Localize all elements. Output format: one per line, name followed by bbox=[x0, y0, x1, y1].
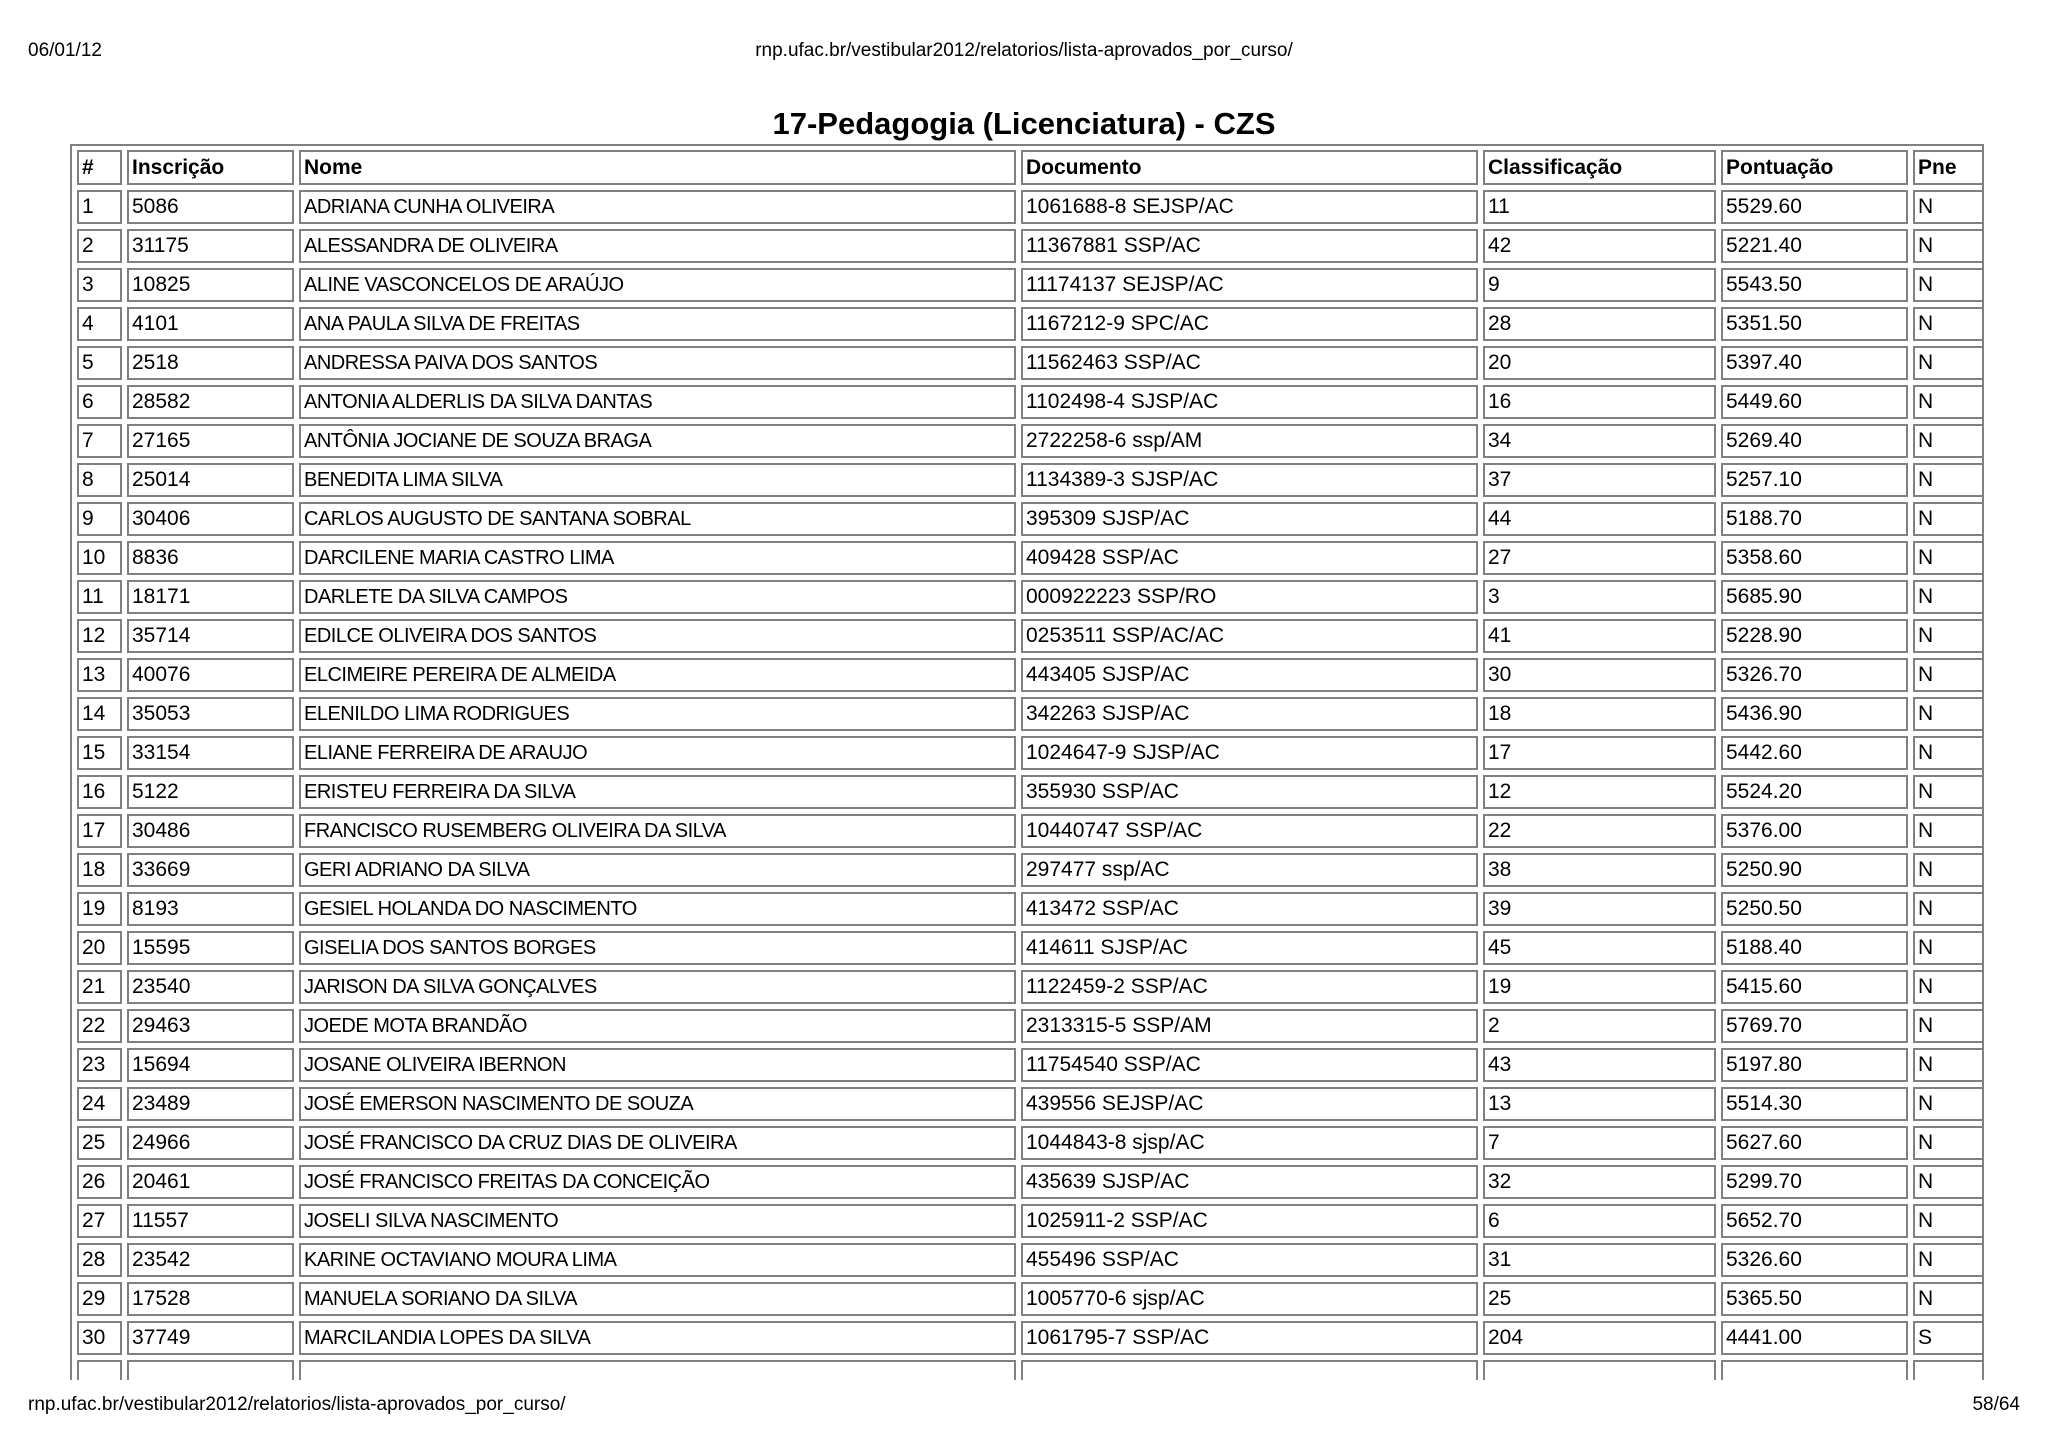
cell-classificacao: 38 bbox=[1483, 853, 1716, 887]
cell-nome: CARLOS AUGUSTO DE SANTANA SOBRAL bbox=[299, 502, 1016, 536]
cell-pne: N bbox=[1913, 814, 1984, 848]
cell-documento: 11174137 SEJSP/AC bbox=[1021, 268, 1478, 302]
table-row bbox=[77, 853, 1984, 887]
cell-pontuacao: 5415.60 bbox=[1721, 970, 1908, 1004]
cell-nome: JOSELI SILVA NASCIMENTO bbox=[299, 1204, 1016, 1238]
cell-documento: 2722258-6 ssp/AM bbox=[1021, 424, 1478, 458]
cell-inscricao: 31175 bbox=[127, 229, 294, 263]
cell-nome: ANDRESSA PAIVA DOS SANTOS bbox=[299, 346, 1016, 380]
cell-number: 25 bbox=[77, 1126, 122, 1160]
cell-inscricao: 18171 bbox=[127, 580, 294, 614]
cell-classificacao: 37 bbox=[1483, 463, 1716, 497]
cell-nome: ANTÔNIA JOCIANE DE SOUZA BRAGA bbox=[299, 424, 1016, 458]
cell-nome: JOSÉ EMERSON NASCIMENTO DE SOUZA bbox=[299, 1087, 1016, 1121]
empty-cell bbox=[299, 1360, 1016, 1380]
cell-number: 22 bbox=[77, 1009, 122, 1043]
cell-pne: N bbox=[1913, 385, 1984, 419]
cell-classificacao: 19 bbox=[1483, 970, 1716, 1004]
cell-pontuacao: 5188.40 bbox=[1721, 931, 1908, 965]
cell-classificacao: 22 bbox=[1483, 814, 1716, 848]
cell-documento: 10440747 SSP/AC bbox=[1021, 814, 1478, 848]
cell-pontuacao: 5376.00 bbox=[1721, 814, 1908, 848]
cell-classificacao: 41 bbox=[1483, 619, 1716, 653]
empty-cell bbox=[1483, 1360, 1716, 1380]
page-number: 58/64 bbox=[1972, 1394, 2020, 1415]
table-row bbox=[77, 1321, 1984, 1355]
cell-pne: N bbox=[1913, 1165, 1984, 1199]
cell-pontuacao: 5197.80 bbox=[1721, 1048, 1908, 1082]
cell-nome: JOSÉ FRANCISCO FREITAS DA CONCEIÇÃO bbox=[299, 1165, 1016, 1199]
cell-documento: 1102498-4 SJSP/AC bbox=[1021, 385, 1478, 419]
cell-pontuacao: 5326.60 bbox=[1721, 1243, 1908, 1277]
cell-nome: ELCIMEIRE PEREIRA DE ALMEIDA bbox=[299, 658, 1016, 692]
cell-classificacao: 43 bbox=[1483, 1048, 1716, 1082]
cell-documento: 11754540 SSP/AC bbox=[1021, 1048, 1478, 1082]
table-row bbox=[77, 463, 1984, 497]
cell-number: 19 bbox=[77, 892, 122, 926]
cell-pontuacao: 5627.60 bbox=[1721, 1126, 1908, 1160]
cell-number: 18 bbox=[77, 853, 122, 887]
table-row bbox=[77, 541, 1984, 575]
table-row bbox=[77, 385, 1984, 419]
cell-number: 3 bbox=[77, 268, 122, 302]
cell-pne: N bbox=[1913, 1048, 1984, 1082]
cell-inscricao: 5086 bbox=[127, 190, 294, 224]
col-header-classificacao: Classificação bbox=[1483, 150, 1716, 185]
cell-classificacao: 31 bbox=[1483, 1243, 1716, 1277]
col-header-inscricao: Inscrição bbox=[127, 150, 294, 185]
print-date: 06/01/12 bbox=[28, 40, 102, 61]
table-row bbox=[77, 1165, 1984, 1199]
cell-nome: ANTONIA ALDERLIS DA SILVA DANTAS bbox=[299, 385, 1016, 419]
cell-pne: N bbox=[1913, 1282, 1984, 1316]
cell-number: 2 bbox=[77, 229, 122, 263]
cell-classificacao: 32 bbox=[1483, 1165, 1716, 1199]
table-row bbox=[77, 190, 1984, 224]
cell-documento: 435639 SJSP/AC bbox=[1021, 1165, 1478, 1199]
cell-number: 10 bbox=[77, 541, 122, 575]
table-row bbox=[77, 814, 1984, 848]
cell-documento: 439556 SEJSP/AC bbox=[1021, 1087, 1478, 1121]
cell-number: 21 bbox=[77, 970, 122, 1004]
cell-pne: N bbox=[1913, 463, 1984, 497]
empty-cell bbox=[127, 1360, 294, 1380]
col-header-number: # bbox=[77, 150, 122, 185]
cell-nome: GERI ADRIANO DA SILVA bbox=[299, 853, 1016, 887]
cell-nome: MANUELA SORIANO DA SILVA bbox=[299, 1282, 1016, 1316]
cell-documento: 297477 ssp/AC bbox=[1021, 853, 1478, 887]
cell-classificacao: 7 bbox=[1483, 1126, 1716, 1160]
table-row bbox=[77, 346, 1984, 380]
cell-number: 16 bbox=[77, 775, 122, 809]
empty-cell bbox=[1021, 1360, 1478, 1380]
cell-inscricao: 30486 bbox=[127, 814, 294, 848]
cell-pontuacao: 5257.10 bbox=[1721, 463, 1908, 497]
cell-pne: N bbox=[1913, 658, 1984, 692]
table-row bbox=[77, 775, 1984, 809]
cell-nome: BENEDITA LIMA SILVA bbox=[299, 463, 1016, 497]
cell-inscricao: 27165 bbox=[127, 424, 294, 458]
cell-nome: GESIEL HOLANDA DO NASCIMENTO bbox=[299, 892, 1016, 926]
cell-pontuacao: 5442.60 bbox=[1721, 736, 1908, 770]
cell-classificacao: 44 bbox=[1483, 502, 1716, 536]
cell-pontuacao: 5769.70 bbox=[1721, 1009, 1908, 1043]
table-row bbox=[77, 697, 1984, 731]
cell-pne: N bbox=[1913, 619, 1984, 653]
cell-inscricao: 35714 bbox=[127, 619, 294, 653]
table-row bbox=[77, 658, 1984, 692]
cell-classificacao: 11 bbox=[1483, 190, 1716, 224]
cell-nome: ELIANE FERREIRA DE ARAUJO bbox=[299, 736, 1016, 770]
cell-number: 27 bbox=[77, 1204, 122, 1238]
cell-pne: N bbox=[1913, 1204, 1984, 1238]
cell-classificacao: 2 bbox=[1483, 1009, 1716, 1043]
cell-documento: 414611 SJSP/AC bbox=[1021, 931, 1478, 965]
cell-inscricao: 4101 bbox=[127, 307, 294, 341]
table-row-continued bbox=[77, 1360, 1984, 1380]
cell-classificacao: 28 bbox=[1483, 307, 1716, 341]
cell-inscricao: 5122 bbox=[127, 775, 294, 809]
cell-inscricao: 33154 bbox=[127, 736, 294, 770]
cell-inscricao: 20461 bbox=[127, 1165, 294, 1199]
cell-number: 13 bbox=[77, 658, 122, 692]
cell-documento: 455496 SSP/AC bbox=[1021, 1243, 1478, 1277]
cell-nome: ERISTEU FERREIRA DA SILVA bbox=[299, 775, 1016, 809]
cell-number: 8 bbox=[77, 463, 122, 497]
cell-classificacao: 18 bbox=[1483, 697, 1716, 731]
cell-documento: 0253511 SSP/AC/AC bbox=[1021, 619, 1478, 653]
cell-pne: N bbox=[1913, 931, 1984, 965]
results-table bbox=[72, 145, 1984, 1380]
cell-nome: EDILCE OLIVEIRA DOS SANTOS bbox=[299, 619, 1016, 653]
cell-pontuacao: 4441.00 bbox=[1721, 1321, 1908, 1355]
cell-nome: ALESSANDRA DE OLIVEIRA bbox=[299, 229, 1016, 263]
results-table-container bbox=[70, 144, 1984, 1380]
table-row bbox=[77, 424, 1984, 458]
cell-classificacao: 12 bbox=[1483, 775, 1716, 809]
cell-number: 28 bbox=[77, 1243, 122, 1277]
table-row bbox=[77, 931, 1984, 965]
cell-number: 15 bbox=[77, 736, 122, 770]
cell-pontuacao: 5529.60 bbox=[1721, 190, 1908, 224]
cell-inscricao: 29463 bbox=[127, 1009, 294, 1043]
cell-inscricao: 35053 bbox=[127, 697, 294, 731]
cell-documento: 2313315-5 SSP/AM bbox=[1021, 1009, 1478, 1043]
table-row bbox=[77, 268, 1984, 302]
cell-number: 7 bbox=[77, 424, 122, 458]
col-header-documento: Documento bbox=[1021, 150, 1478, 185]
cell-number: 9 bbox=[77, 502, 122, 536]
cell-number: 23 bbox=[77, 1048, 122, 1082]
cell-documento: 395309 SJSP/AC bbox=[1021, 502, 1478, 536]
cell-nome: JOEDE MOTA BRANDÃO bbox=[299, 1009, 1016, 1043]
cell-pontuacao: 5524.20 bbox=[1721, 775, 1908, 809]
cell-classificacao: 17 bbox=[1483, 736, 1716, 770]
table-row bbox=[77, 1048, 1984, 1082]
empty-cell bbox=[1913, 1360, 1984, 1380]
cell-pontuacao: 5351.50 bbox=[1721, 307, 1908, 341]
cell-pne: S bbox=[1913, 1321, 1984, 1355]
cell-documento: 11367881 SSP/AC bbox=[1021, 229, 1478, 263]
cell-number: 14 bbox=[77, 697, 122, 731]
cell-pne: N bbox=[1913, 580, 1984, 614]
cell-documento: 1005770-6 sjsp/AC bbox=[1021, 1282, 1478, 1316]
cell-nome: ELENILDO LIMA RODRIGUES bbox=[299, 697, 1016, 731]
table-row bbox=[77, 1087, 1984, 1121]
cell-number: 12 bbox=[77, 619, 122, 653]
table-row bbox=[77, 1009, 1984, 1043]
cell-documento: 11562463 SSP/AC bbox=[1021, 346, 1478, 380]
table-row bbox=[77, 970, 1984, 1004]
cell-pontuacao: 5299.70 bbox=[1721, 1165, 1908, 1199]
cell-number: 20 bbox=[77, 931, 122, 965]
table-row bbox=[77, 892, 1984, 926]
cell-inscricao: 23542 bbox=[127, 1243, 294, 1277]
cell-inscricao: 23540 bbox=[127, 970, 294, 1004]
cell-documento: 342263 SJSP/AC bbox=[1021, 697, 1478, 731]
cell-classificacao: 39 bbox=[1483, 892, 1716, 926]
cell-pne: N bbox=[1913, 892, 1984, 926]
cell-inscricao: 33669 bbox=[127, 853, 294, 887]
cell-pne: N bbox=[1913, 541, 1984, 575]
table-row bbox=[77, 1126, 1984, 1160]
cell-nome: GISELIA DOS SANTOS BORGES bbox=[299, 931, 1016, 965]
cell-number: 24 bbox=[77, 1087, 122, 1121]
cell-documento: 443405 SJSP/AC bbox=[1021, 658, 1478, 692]
cell-pne: N bbox=[1913, 346, 1984, 380]
cell-pontuacao: 5358.60 bbox=[1721, 541, 1908, 575]
cell-inscricao: 11557 bbox=[127, 1204, 294, 1238]
col-header-nome: Nome bbox=[299, 150, 1016, 185]
table-row bbox=[77, 307, 1984, 341]
cell-pne: N bbox=[1913, 190, 1984, 224]
cell-pne: N bbox=[1913, 853, 1984, 887]
print-footer-url: rnp.ufac.br/vestibular2012/relatorios/lista-aprovados_por_curso/ bbox=[28, 1394, 566, 1415]
cell-pontuacao: 5652.70 bbox=[1721, 1204, 1908, 1238]
cell-inscricao: 37749 bbox=[127, 1321, 294, 1355]
cell-classificacao: 20 bbox=[1483, 346, 1716, 380]
cell-documento: 1061688-8 SEJSP/AC bbox=[1021, 190, 1478, 224]
col-header-pontuacao: Pontuação bbox=[1721, 150, 1908, 185]
col-header-pne: Pne bbox=[1913, 150, 1984, 185]
cell-documento: 413472 SSP/AC bbox=[1021, 892, 1478, 926]
cell-nome: KARINE OCTAVIANO MOURA LIMA bbox=[299, 1243, 1016, 1277]
cell-classificacao: 30 bbox=[1483, 658, 1716, 692]
cell-number: 26 bbox=[77, 1165, 122, 1199]
cell-inscricao: 8836 bbox=[127, 541, 294, 575]
cell-documento: 1061795-7 SSP/AC bbox=[1021, 1321, 1478, 1355]
cell-pne: N bbox=[1913, 697, 1984, 731]
cell-documento: 409428 SSP/AC bbox=[1021, 541, 1478, 575]
cell-classificacao: 27 bbox=[1483, 541, 1716, 575]
page-title: 17-Pedagogia (Licenciatura) - CZS bbox=[772, 106, 1276, 141]
cell-classificacao: 16 bbox=[1483, 385, 1716, 419]
cell-nome: MARCILANDIA LOPES DA SILVA bbox=[299, 1321, 1016, 1355]
cell-pne: N bbox=[1913, 1243, 1984, 1277]
cell-pontuacao: 5514.30 bbox=[1721, 1087, 1908, 1121]
cell-number: 11 bbox=[77, 580, 122, 614]
cell-inscricao: 10825 bbox=[127, 268, 294, 302]
cell-nome: DARCILENE MARIA CASTRO LIMA bbox=[299, 541, 1016, 575]
cell-pontuacao: 5685.90 bbox=[1721, 580, 1908, 614]
cell-documento: 1025911-2 SSP/AC bbox=[1021, 1204, 1478, 1238]
print-header-url: rnp.ufac.br/vestibular2012/relatorios/lista-aprovados_por_curso/ bbox=[755, 40, 1293, 61]
cell-pontuacao: 5250.90 bbox=[1721, 853, 1908, 887]
cell-documento: 1024647-9 SJSP/AC bbox=[1021, 736, 1478, 770]
cell-documento: 000922223 SSP/RO bbox=[1021, 580, 1478, 614]
table-row bbox=[77, 1243, 1984, 1277]
cell-documento: 1044843-8 sjsp/AC bbox=[1021, 1126, 1478, 1160]
table-row bbox=[77, 1282, 1984, 1316]
cell-inscricao: 17528 bbox=[127, 1282, 294, 1316]
cell-pontuacao: 5449.60 bbox=[1721, 385, 1908, 419]
cell-classificacao: 42 bbox=[1483, 229, 1716, 263]
cell-inscricao: 30406 bbox=[127, 502, 294, 536]
cell-pne: N bbox=[1913, 502, 1984, 536]
cell-pne: N bbox=[1913, 307, 1984, 341]
cell-pne: N bbox=[1913, 268, 1984, 302]
cell-inscricao: 23489 bbox=[127, 1087, 294, 1121]
cell-nome: JOSÉ FRANCISCO DA CRUZ DIAS DE OLIVEIRA bbox=[299, 1126, 1016, 1160]
cell-documento: 1167212-9 SPC/AC bbox=[1021, 307, 1478, 341]
cell-pontuacao: 5326.70 bbox=[1721, 658, 1908, 692]
cell-pontuacao: 5543.50 bbox=[1721, 268, 1908, 302]
cell-nome: ANA PAULA SILVA DE FREITAS bbox=[299, 307, 1016, 341]
cell-pontuacao: 5250.50 bbox=[1721, 892, 1908, 926]
cell-inscricao: 15694 bbox=[127, 1048, 294, 1082]
cell-pne: N bbox=[1913, 775, 1984, 809]
table-body bbox=[77, 190, 1984, 1380]
cell-pne: N bbox=[1913, 229, 1984, 263]
cell-documento: 1134389-3 SJSP/AC bbox=[1021, 463, 1478, 497]
cell-classificacao: 6 bbox=[1483, 1204, 1716, 1238]
cell-pne: N bbox=[1913, 970, 1984, 1004]
cell-pontuacao: 5228.90 bbox=[1721, 619, 1908, 653]
cell-nome: ADRIANA CUNHA OLIVEIRA bbox=[299, 190, 1016, 224]
cell-number: 17 bbox=[77, 814, 122, 848]
cell-classificacao: 25 bbox=[1483, 1282, 1716, 1316]
cell-number: 29 bbox=[77, 1282, 122, 1316]
cell-inscricao: 28582 bbox=[127, 385, 294, 419]
cell-classificacao: 13 bbox=[1483, 1087, 1716, 1121]
cell-nome: JARISON DA SILVA GONÇALVES bbox=[299, 970, 1016, 1004]
empty-cell bbox=[1721, 1360, 1908, 1380]
cell-classificacao: 34 bbox=[1483, 424, 1716, 458]
cell-documento: 1122459-2 SSP/AC bbox=[1021, 970, 1478, 1004]
cell-classificacao: 3 bbox=[1483, 580, 1716, 614]
cell-nome: FRANCISCO RUSEMBERG OLIVEIRA DA SILVA bbox=[299, 814, 1016, 848]
cell-inscricao: 25014 bbox=[127, 463, 294, 497]
cell-pontuacao: 5188.70 bbox=[1721, 502, 1908, 536]
cell-nome: DARLETE DA SILVA CAMPOS bbox=[299, 580, 1016, 614]
cell-pne: N bbox=[1913, 1087, 1984, 1121]
table-row bbox=[77, 1204, 1984, 1238]
cell-pontuacao: 5221.40 bbox=[1721, 229, 1908, 263]
cell-classificacao: 9 bbox=[1483, 268, 1716, 302]
cell-inscricao: 24966 bbox=[127, 1126, 294, 1160]
table-row bbox=[77, 736, 1984, 770]
cell-number: 30 bbox=[77, 1321, 122, 1355]
cell-inscricao: 8193 bbox=[127, 892, 294, 926]
table-header-row bbox=[77, 150, 1984, 185]
cell-number: 1 bbox=[77, 190, 122, 224]
cell-pontuacao: 5397.40 bbox=[1721, 346, 1908, 380]
cell-number: 5 bbox=[77, 346, 122, 380]
cell-inscricao: 2518 bbox=[127, 346, 294, 380]
cell-pne: N bbox=[1913, 736, 1984, 770]
cell-pne: N bbox=[1913, 1009, 1984, 1043]
cell-inscricao: 15595 bbox=[127, 931, 294, 965]
table-row bbox=[77, 580, 1984, 614]
cell-number: 4 bbox=[77, 307, 122, 341]
cell-inscricao: 40076 bbox=[127, 658, 294, 692]
table-row bbox=[77, 619, 1984, 653]
table-row bbox=[77, 502, 1984, 536]
cell-pne: N bbox=[1913, 1126, 1984, 1160]
cell-classificacao: 45 bbox=[1483, 931, 1716, 965]
empty-cell bbox=[77, 1360, 122, 1380]
cell-pne: N bbox=[1913, 424, 1984, 458]
cell-pontuacao: 5365.50 bbox=[1721, 1282, 1908, 1316]
cell-nome: ALINE VASCONCELOS DE ARAÚJO bbox=[299, 268, 1016, 302]
cell-nome: JOSANE OLIVEIRA IBERNON bbox=[299, 1048, 1016, 1082]
cell-classificacao: 204 bbox=[1483, 1321, 1716, 1355]
cell-documento: 355930 SSP/AC bbox=[1021, 775, 1478, 809]
table-row bbox=[77, 229, 1984, 263]
cell-pontuacao: 5436.90 bbox=[1721, 697, 1908, 731]
cell-number: 6 bbox=[77, 385, 122, 419]
cell-pontuacao: 5269.40 bbox=[1721, 424, 1908, 458]
